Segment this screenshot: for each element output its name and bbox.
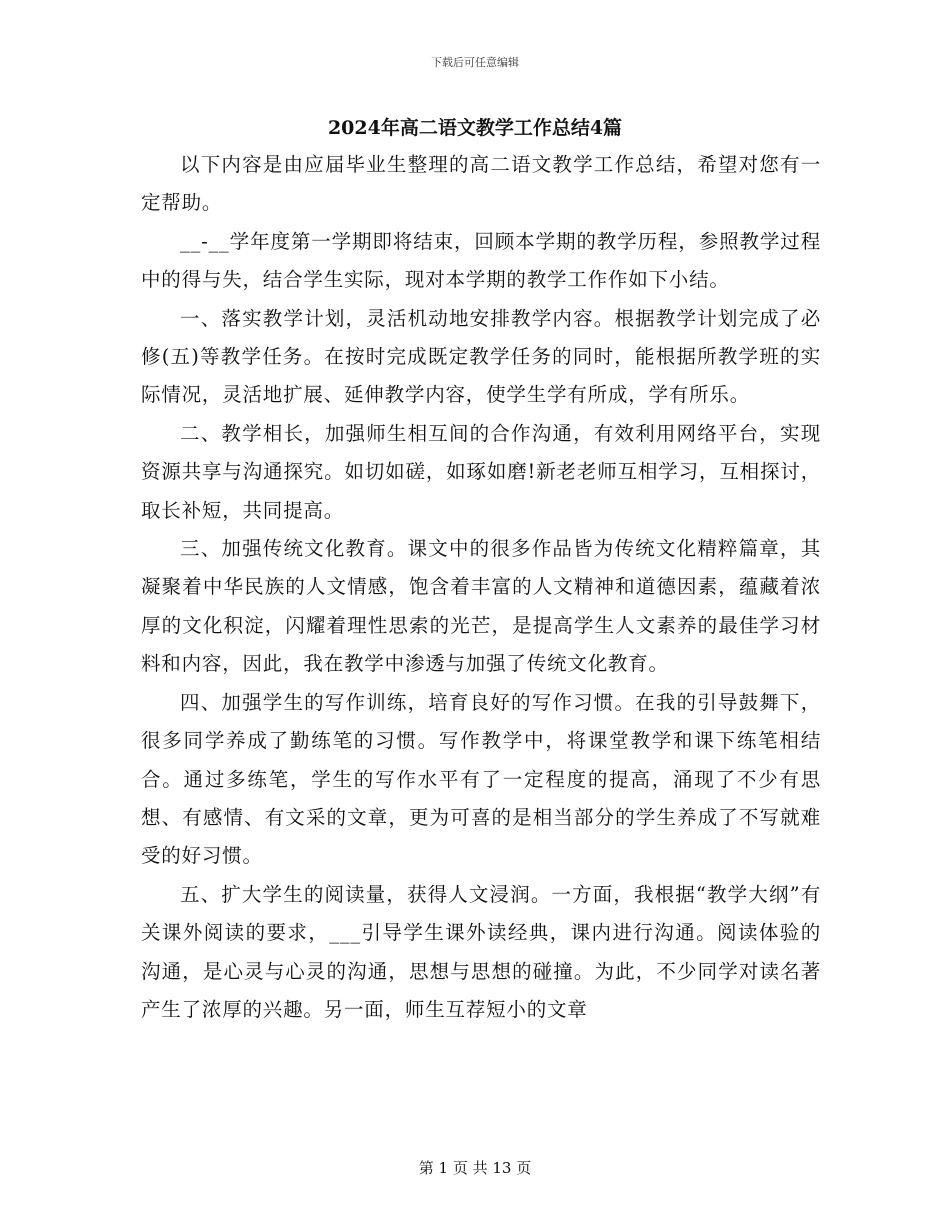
paragraph-point-3: 三、加强传统文化教育。课文中的很多作品皆为传统文化精粹篇章，其凝聚着中华民族的人文情感，饱含着丰富的人文精神和道德因素，蕴藏着浓厚的文化积淀，闪耀着理性思索的光芒，是提高学生人文素养的最佳学习材料和内容，因此，我在教学中渗透与加强了传统文化教育。: [141, 537, 821, 676]
paragraph-summary-intro: __-__学年度第一学期即将结束，回顾本学期的教学历程，参照教学过程中的得与失，结合学生实际，现对本学期的教学工作作如下小结。: [141, 229, 821, 292]
document-body: [141, 146, 821, 1029]
header-note: 下载后可任意编辑: [431, 56, 519, 69]
paragraph-point-1: 一、落实教学计划，灵活机动地安排教学内容。根据教学计划完成了必修(五)等教学任务。在按时完成既定教学任务的同时，能根据所教学班的实际情况，灵活地扩展、延伸教学内容，使学生学有所成，学有所乐。: [141, 306, 821, 407]
document-title: 2024年高二语文教学工作总结4篇: [327, 117, 623, 139]
page-footer: 第 1 页 共 13 页: [418, 1159, 532, 1177]
paragraph-point-5: 五、扩大学生的阅读量，获得人文浸润。一方面，我根据“教学大纲”有关课外阅读的要求，___引导学生课外读经典，课内进行沟通。阅读体验的沟通，是心灵与心灵的沟通，思想与思想的碰撞。为此，不少同学对读名著产生了浓厚的兴趣。另一面，师生互荐短小的文章: [141, 882, 821, 1021]
paragraph-point-4: 四、加强学生的写作训练，培育良好的写作习惯。在我的引导鼓舞下，很多同学养成了勤练笔的习惯。写作教学中，将课堂教学和课下练笔相结合。通过多练笔，学生的写作水平有了一定程度的提高，涌现了不少有思想、有感情、有文采的文章，更为可喜的是相当部分的学生养成了不写就难受的好习惯。: [141, 690, 821, 868]
paragraph-point-2: 二、教学相长，加强师生相互间的合作沟通，有效利用网络平台，实现资源共享与沟通探究。如切如磋，如琢如磨!新老老师互相学习，互相探讨，取长补短，共同提高。: [141, 421, 821, 522]
paragraph-intro: 以下内容是由应届毕业生整理的高二语文教学工作总结，希望对您有一定帮助。: [141, 153, 821, 215]
